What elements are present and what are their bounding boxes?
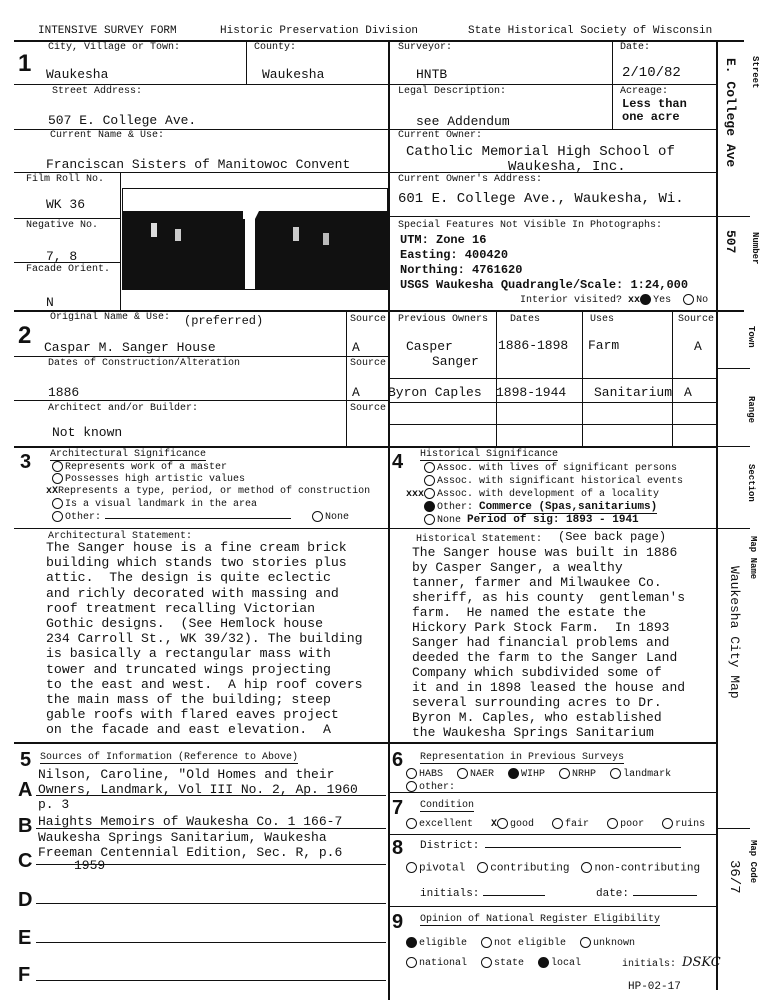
level-options [406,957,581,970]
rule [14,742,716,744]
owners-header-dates: Dates [510,314,541,325]
side-number-value: 507 [723,230,738,254]
district-line [485,847,681,848]
owner-row-3-source: A [684,385,692,400]
source-line [36,795,386,796]
radio-icon [508,768,519,779]
source-line [36,942,386,943]
condition-fair-label: fair [565,819,590,831]
survey-naer[interactable] [457,768,494,781]
survey-wihp-label: WIHP [521,769,546,781]
level-state[interactable] [481,957,524,970]
rule [388,906,716,907]
side-street-value: E. College Ave [723,58,738,168]
hist-none-label: None [437,515,462,527]
source-line [36,828,386,829]
side-map-code-label: Map Code [748,840,758,884]
survey-nrhp-label: NRHP [572,769,597,781]
form-title: INTENSIVE SURVEY FORM [38,25,177,37]
rule [388,216,716,217]
period-of-significance: Period of sig: 1893 - 1941 [467,514,639,527]
owner-row-3-name: Byron Caples [388,385,482,400]
current-name-value: Franciscan Sisters of Manitowoc Convent [46,157,351,172]
owner-row-1-dates: 1886-1898 [498,338,569,353]
radio-icon [406,768,417,779]
condition-excellent-label: excellent [419,819,474,831]
eligibility-unknown[interactable] [580,937,635,950]
rule [246,40,247,84]
radio-icon [538,957,549,968]
rule [612,84,613,129]
see-back-page: (See back page) [558,530,667,544]
level-local[interactable] [538,957,581,970]
section-3-number: 3 [20,451,32,473]
no-radio[interactable] [683,294,694,305]
section-5-number: 5 [20,749,32,771]
source-c-line-1: Waukesha Springs Sanitarium, Waukesha [38,830,327,845]
source-value-2: A [352,385,360,400]
architect-value: Not known [52,425,123,440]
eligibility-not-eligible-label: not eligible [494,938,567,950]
eligibility-not-eligible[interactable] [481,937,566,950]
eligibility-eligible[interactable] [406,937,467,950]
level-national-label: national [419,958,468,970]
source-b: Haights Memoirs of Waukesha Co. 1 166-7 [38,814,343,829]
source-header-1: Source [350,314,387,325]
facade-label: Facade Orient. [26,264,111,275]
film-value: WK 36 [46,197,86,212]
side-street-label: Street [750,56,760,89]
section-8-number: 8 [392,837,404,859]
condition-excellent[interactable] [406,818,473,831]
radio-icon [424,501,435,512]
survey-landmark-label: landmark [623,769,672,781]
eligibility-title: Opinion of National Register Eligibility [420,914,661,925]
source-letter-a: A [18,779,33,801]
radio-icon [52,473,63,484]
owner-label: Current Owner: [398,130,483,141]
section-2-number: 2 [18,322,32,349]
side-range-label: Range [746,396,756,424]
level-state-label: state [494,958,525,970]
owner-row-2-name: Sanger [432,354,479,369]
radio-icon [406,781,417,792]
district-contributing[interactable] [477,862,569,874]
source-line [36,980,386,981]
hist-option-4[interactable] [424,501,657,514]
eligibility-initials-label: initials: [622,959,677,970]
check-mark: xX [46,486,59,497]
radio-icon [580,937,591,948]
survey-wihp[interactable] [508,768,545,781]
arch-option-4-label: Is a visual landmark in the area [65,499,258,511]
level-national[interactable] [406,957,467,970]
date-line [633,895,697,896]
date-label: Date: [620,42,651,53]
rule [346,310,347,446]
current-name-label: Current Name & Use: [50,130,165,141]
radio-icon [52,511,63,522]
survey-other-label: other: [419,782,456,794]
district-label-text: District: [420,840,480,852]
arch-none[interactable] [312,511,349,524]
radio-icon [497,818,508,829]
rule [716,446,750,447]
level-local-label: local [551,958,582,970]
owners-header-source: Source [678,314,715,325]
no-label: No [696,295,709,307]
hist-option-1-label: Assoc. with lives of significant persons [437,463,678,475]
arch-option-5[interactable] [52,511,291,524]
radio-icon [481,957,492,968]
original-name-value: Caspar M. Sanger House [44,340,216,355]
arch-option-3-label: Represents a type, period, or method of construction [58,486,371,497]
source-header-2: Source [350,358,387,369]
owner-row-3-dates: 1898-1944 [496,385,567,400]
owner-value-1: Catholic Memorial High School of [406,144,675,160]
radio-icon [552,818,563,829]
building-photo-image [123,189,387,289]
interior-visited [520,294,708,307]
survey-nrhp[interactable] [559,768,596,781]
county-label: County: [254,42,297,53]
district-initials [420,888,545,900]
rule [14,84,716,85]
radio-icon [559,768,570,779]
section-4-number: 4 [392,451,404,473]
form-code: HP-02-17 [628,981,681,993]
survey-habs-label: HABS [419,769,444,781]
surveys-options [406,768,671,781]
rule [388,424,716,425]
owner-row-1-source: A [694,339,702,354]
source-letter-c: C [18,850,33,872]
source-header-3: Source [350,403,387,414]
rule [14,400,388,401]
district-contributing-label: contributing [490,862,570,875]
radio-icon [581,862,592,873]
owner-address-label: Current Owner's Address: [398,174,543,185]
rule [14,528,716,529]
sources-title: Sources of Information (Reference to Above) [40,752,299,763]
film-label: Film Roll No. [26,174,105,185]
condition-good-label: good [510,819,535,831]
hist-none[interactable] [424,514,639,527]
radio-icon [406,862,417,873]
source-line [36,864,386,865]
facade-value: N [46,295,54,310]
special-features-label: Special Features Not Visible In Photographs: [398,220,663,231]
radio-icon [610,768,621,779]
rule [716,216,750,217]
rule [14,356,388,357]
source-a-line-3: p. 3 [38,797,70,812]
side-section-label: Section [746,464,756,502]
division-name: Historic Preservation Division [220,25,419,37]
other-line [105,518,291,519]
owners-header-uses: Uses [590,314,615,325]
rule [716,40,718,990]
date-value: 2/10/82 [622,65,681,81]
check-mark: xx [628,295,641,307]
negative-label: Negative No. [26,220,99,231]
rule [388,378,716,379]
eligibility-initials-value: DSKC [682,955,721,970]
survey-habs[interactable] [406,768,443,781]
side-map-code-value: 36/7 [726,860,742,894]
arch-option-5-label: Other: [65,512,102,524]
radio-icon [406,957,417,968]
hist-option-4-label: Other: [437,502,474,514]
owner-row-3-uses: Sanitarium [594,385,673,400]
rule [14,446,716,448]
radio-icon [481,937,492,948]
rule [716,528,750,529]
radio-icon [52,461,63,472]
easting-value: Easting: 400420 [400,248,509,262]
yes-radio[interactable] [640,294,651,305]
survey-other[interactable] [406,781,455,794]
hist-option-1[interactable] [424,462,677,475]
eligibility-unknown-label: unknown [593,938,636,950]
section-7-number: 7 [392,797,404,819]
dates-construction-value: 1886 [48,385,80,400]
surveys-title: Representation in Previous Surveys [420,752,625,763]
hist-option-3-label: Assoc. with development of a locality [437,489,660,501]
interior-label: Interior visited? [520,295,623,307]
architect-label: Architect and/or Builder: [48,403,199,414]
hist-option-3[interactable] [406,488,659,501]
radio-icon [607,818,618,829]
arch-option-1-label: Represents work of a master [65,462,228,474]
condition-options [406,818,705,831]
radio-icon [406,818,417,829]
city-value: Waukesha [46,67,109,82]
section-1-number: 1 [18,50,32,77]
survey-naer-label: NAER [470,769,495,781]
source-line [36,903,386,904]
eligibility-options [406,937,635,950]
preferred-label: (preferred) [184,314,264,328]
source-c-line-3: 1959 [74,858,106,873]
initials-line [483,895,545,896]
hist-option-2-label: Assoc. with significant historical events [437,476,684,488]
hist-significance-title: Historical Significance [420,449,559,460]
owner-address-value: 601 E. College Ave., Waukesha, Wi. [398,191,684,207]
hist-statement-text: The Sanger house was built in 1886 by Casper Sanger, a wealthy tanner, farmer and Milwaukee Co. sheriff, as his county gentleman's farm. He named the estate the Hickory Park Stock Farm. In 1893 Sanger had financial problems and deeded the farm to the Sanger Land Company which subdivided some of it and in 1898 leased the house and several surrounding acres to Dr. Byron M. Caples, who established the Waukesha Springs Sanitarium [412,545,686,740]
source-letter-f: F [18,964,31,986]
condition-poor-label: poor [620,819,645,831]
district-pivotal[interactable] [406,862,465,874]
arch-statement-text: The Sanger house is a fine cream brick building which stands two stories plus attic. The design is quite eclectic and richly decorated with massing and roof treatment recalling Victorian Gothic designs. (See Hemlock house 234 Carroll St., WK 39/32). The building is basically a rectangular mass with tower and truncated wings projecting to the east and west. A hip roof covers the main mass of the building; steep gable roofs with flared eaves project on the facade and east elevation. A [46,540,363,738]
radio-icon [424,488,435,499]
radio-icon [52,498,63,509]
arch-significance-title: Architectural Significance [50,449,207,460]
district-initials-label: initials: [420,888,480,900]
hist-option-2[interactable] [424,475,683,488]
street-label: Street Address: [52,86,143,97]
owner-row-1-name: Casper [406,339,453,354]
hist-other-value: Commerce (Spas,sanitariums) [479,501,658,514]
owners-header-owner: Previous Owners [398,314,489,325]
usgs-value: USGS Waukesha Quadrangle/Scale: 1:24,000 [400,278,689,292]
rule [716,368,750,369]
negative-value: 7, 8 [46,249,78,264]
source-a-line-1: Nilson, Caroline, "Old Homes and their [38,767,335,782]
arch-option-3[interactable] [46,486,370,498]
radio-icon [457,768,468,779]
source-letter-e: E [18,927,32,949]
section-9-number: 9 [392,911,404,933]
building-photo [122,188,388,290]
radio-icon [424,462,435,473]
source-a-line-2: Owners, Landmark, Vol III No. 2, Ap. 1960 [38,782,358,797]
radio-icon [424,514,435,525]
source-letter-b: B [18,815,33,837]
legal-label: Legal Description: [398,86,507,97]
district-non-contributing[interactable] [581,862,700,874]
arch-option-2[interactable] [52,473,245,486]
rule [388,742,390,1000]
dates-construction-label: Dates of Construction/Alteration [48,358,241,369]
original-name-label: Original Name & Use: [50,312,171,323]
section-6-number: 6 [392,749,404,771]
condition-ruins-label: ruins [675,819,706,831]
utm-value: UTM: Zone 16 [400,233,487,247]
radio-icon [424,475,435,486]
eligibility-eligible-label: eligible [419,938,468,950]
rule [14,172,388,173]
rule [388,402,716,403]
street-value: 507 E. College Ave. [48,113,197,128]
hist-statement-label: Historical Statement: [416,534,543,545]
yes-label: Yes [653,295,672,307]
arch-none-label: None [325,512,350,524]
eligibility-initials [622,957,721,971]
owner-value-2: Waukesha, Inc. [508,159,626,175]
city-label: City, Village or Town: [48,42,181,53]
rule [388,446,390,742]
rule [388,40,390,310]
survey-landmark[interactable] [610,768,671,781]
society-name: State Historical Society of Wisconsin [468,25,713,37]
surveyor-label: Surveyor: [398,42,453,53]
surveyor-value: HNTB [416,67,448,82]
radio-icon [477,862,488,873]
condition-ruins[interactable] [662,818,705,831]
district-date [596,888,697,900]
source-value-1: A [352,340,360,355]
county-value: Waukesha [262,67,325,82]
condition-good[interactable] [491,818,534,831]
source-letter-d: D [18,889,33,911]
owner-row-1-uses: Farm [588,338,620,353]
district-options [406,862,700,874]
rule [716,828,750,829]
district-date-label: date: [596,888,630,900]
acreage-label: Acreage: [620,86,669,97]
condition-title: Condition [420,800,475,811]
side-number-label: Number [750,232,760,265]
northing-value: Northing: 4761620 [400,263,523,277]
check-mark: X [491,819,498,831]
rule [612,40,613,84]
arch-statement-label: Architectural Statement: [48,531,193,542]
radio-icon [406,937,417,948]
district-pivotal-label: pivotal [419,862,466,875]
rule [120,172,121,310]
side-map-name-value: Waukesha City Map [727,566,742,699]
acreage-value-1: Less than [622,97,687,111]
arch-option-2-label: Possesses high artistic values [65,474,246,486]
source-c-line-2: Freeman Centennial Edition, Sec. R, p.6 [38,845,343,860]
side-town-label: Town [746,326,756,348]
radio-icon [312,511,323,522]
condition-fair[interactable] [552,818,589,831]
rule [14,218,120,219]
check-mark: xxx [406,489,425,501]
legal-value: see Addendum [416,114,510,129]
acreage-value-2: one acre [622,110,680,124]
rule [388,834,716,835]
radio-icon [662,818,673,829]
condition-poor[interactable] [607,818,644,831]
side-map-name-label: Map Name [748,536,758,580]
district-non-contributing-label: non-contributing [594,862,701,875]
district-label [420,840,681,852]
arch-option-4[interactable] [52,498,257,511]
